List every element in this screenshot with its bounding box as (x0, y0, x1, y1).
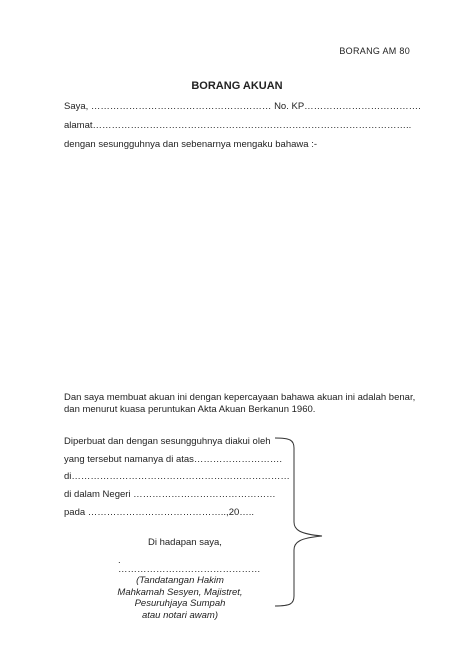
declaration-line-1: Dan saya membuat akuan ini dengan kepercayaan bahawa akuan ini adalah benar, (64, 392, 416, 403)
form-title: BORANG AKUAN (191, 80, 283, 92)
signature-caption-line: Pesuruhjaya Sumpah (134, 598, 226, 609)
address-field: alamat……………………………………………………………………………………….. (64, 120, 412, 131)
signature-caption (100, 575, 260, 621)
declaration-line-2: dan menurut kuasa peruntukan Akta Akuan Berkanun 1960. (64, 404, 316, 415)
declaration-intro: dengan sesungguhnya dan sebenarnya mengaku bahawa :- (64, 139, 317, 150)
right-brace (270, 432, 330, 612)
attestation-line-1: Diperbuat dan dengan sesungguhnya diakui oleh (64, 436, 271, 447)
attestation-line-2: yang tersebut namanya di atas………………………. (64, 454, 283, 465)
witness-intro: Di hadapan saya, (148, 537, 222, 548)
attestation-line-4: di dalam Negeri ……………………………………… (64, 489, 276, 500)
signature-line: ……………………………………… (118, 564, 261, 575)
signature-caption-line: atau notari awam) (141, 609, 219, 621)
name-ic-field: Saya, ………………………………………………… No. KP………………………………. (64, 101, 421, 112)
attestation-line-5: pada ……………………………………..,20….. (64, 507, 255, 518)
signature-caption-line: (Tandatangan Hakim (136, 575, 224, 586)
attestation-line-3: di…………………………………………………………… (64, 471, 290, 482)
signature-dot: . (118, 555, 121, 566)
form-code: BORANG AM 80 (339, 46, 410, 56)
signature-caption-line: Mahkamah Sesyen, Majistret, (117, 586, 243, 598)
